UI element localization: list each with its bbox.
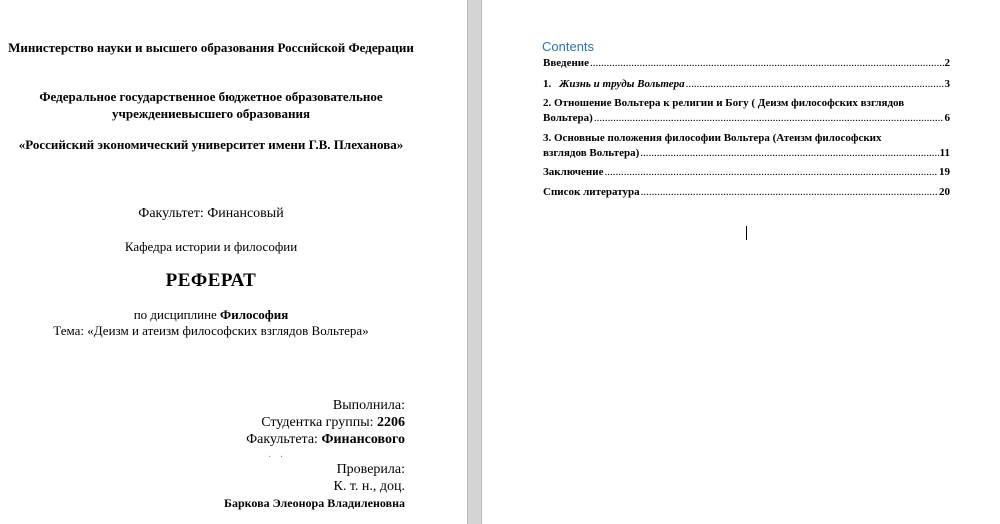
toc-entry[interactable] — [543, 185, 950, 200]
toc-entry-number: 1. — [543, 78, 552, 90]
contents-page — [482, 0, 1000, 524]
toc-entry[interactable] — [543, 96, 950, 126]
student-group-label: Студентка группы: — [261, 415, 374, 430]
toc-entry-text: Жизнь и труды Вольтера — [559, 78, 685, 90]
title-page — [0, 0, 467, 524]
toc-entry-page: 2 — [944, 57, 950, 69]
university-heading: «Российский экономический университет имени Г.В. Плеханова» — [18, 137, 404, 152]
discipline-name: Философия — [220, 307, 289, 322]
doc-type-heading: РЕФЕРАТ — [165, 270, 257, 291]
text-cursor — [746, 226, 747, 240]
page-gutter — [467, 0, 482, 524]
done-by-label: Выполнила: — [332, 398, 405, 413]
toc-entry-text-cont: взглядов Вольтера) — [543, 147, 640, 159]
clipped-line: · · — [268, 452, 287, 463]
discipline-prefix: по дисциплине — [133, 307, 217, 322]
student-group-value: 2206 — [377, 415, 405, 430]
toc-entry-text: 3. Основные положения философии Вольтера (Атеизм философских — [543, 132, 882, 144]
student-group-line — [261, 414, 405, 431]
toc-entry-page: 3 — [944, 78, 950, 90]
toc-entry[interactable] — [543, 77, 950, 92]
toc-entry-text: Заключение — [543, 166, 604, 178]
faculty-line: Факультет: Финансовый — [138, 206, 284, 221]
toc-entry[interactable] — [543, 131, 950, 161]
faculty-sign-line — [246, 431, 405, 448]
faculty-sign-label: Факультета: — [246, 432, 318, 447]
toc-entry-page: 20 — [939, 186, 950, 198]
checked-by-label: Проверила: — [336, 462, 405, 477]
toc-entry-page: 19 — [939, 166, 950, 178]
department-line: Кафедра истории и философии — [124, 239, 298, 254]
toc-entry-text-cont: Вольтера) — [543, 112, 593, 124]
topic-line: Тема: «Деизм и атеизм философских взглядов Вольтера» — [53, 323, 369, 338]
toc-entry-text: 2. Отношение Вольтера к религии и Богу ( Деизм философских взглядов — [543, 97, 905, 109]
contents-title: Contents — [542, 39, 595, 54]
toc-entry-text: Введение — [543, 57, 590, 69]
faculty-sign-value: Финансового — [321, 432, 405, 447]
discipline-line — [0, 307, 422, 323]
ministry-heading: Министерство науки и высшего образования Российской Федерации — [8, 40, 414, 55]
toc-entry[interactable] — [543, 56, 950, 71]
toc-entry-page: 11 — [939, 147, 950, 159]
toc-entry-page: 6 — [944, 112, 950, 124]
reviewer-name: Баркова Элеонора Владиленовна — [224, 496, 405, 510]
reviewer-title: К. т. н., доц. — [333, 479, 405, 494]
toc-entry[interactable] — [543, 165, 950, 180]
toc-entry-text: Список литература — [543, 186, 640, 198]
institution-heading: Федеральное государственное бюджетное образовательное учреждениевысшего образования — [39, 89, 383, 121]
